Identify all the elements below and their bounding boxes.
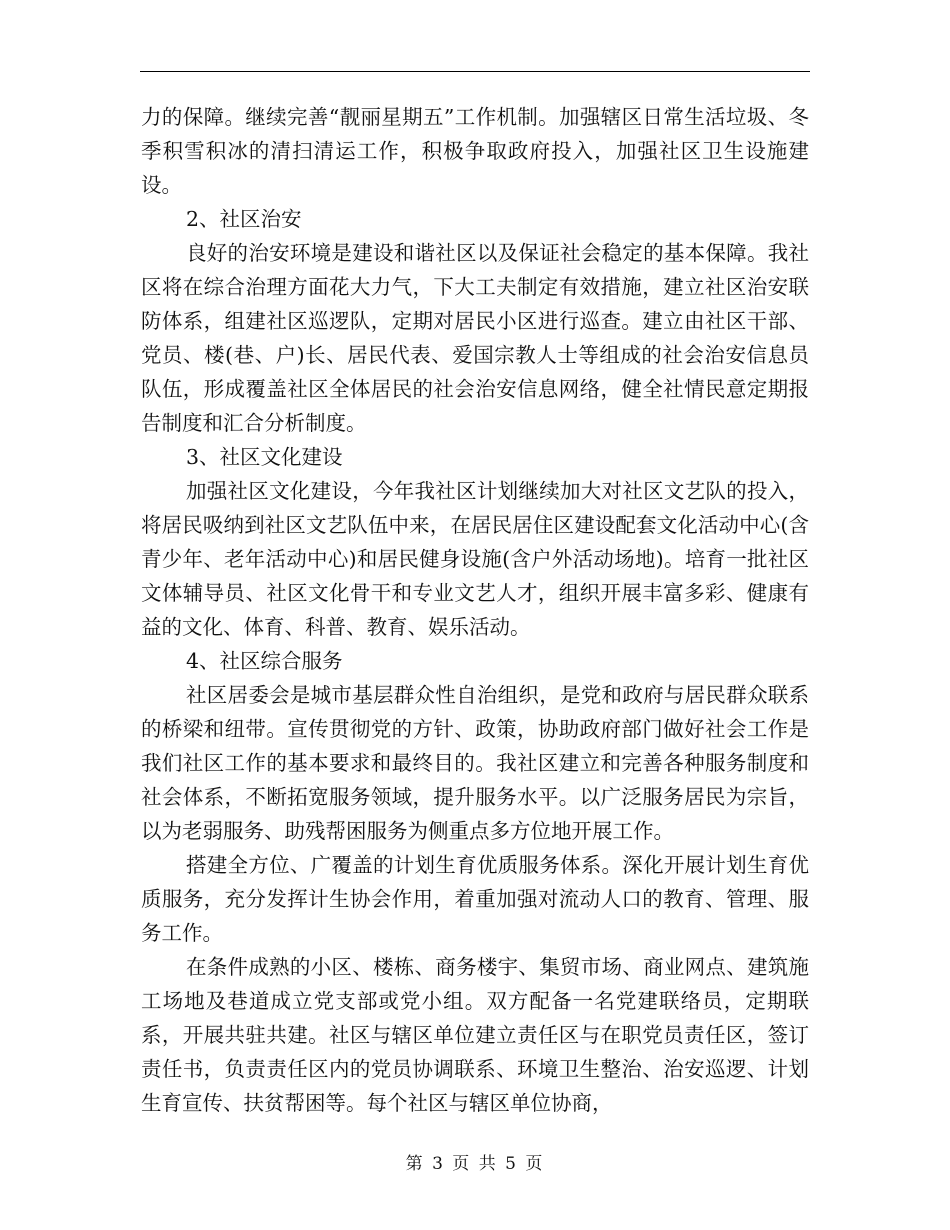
section-heading-culture: 3、社区文化建设 [186,445,343,469]
section-heading-public-security: 2、社区治安 [186,207,302,231]
section-heading-services: 4、社区综合服务 [186,649,343,673]
paragraph-continuation: 力的保障。继续完善“靓丽星期五”工作机制。加强辖区日常生活垃圾、冬季积雪积冰的清扫清运工作，积极争取政府投入，加强社区卫生设施建设。 [141,105,809,197]
paragraph-services: 社区居委会是城市基层群众性自治组织，是党和政府与居民群众联系的桥梁和纽带。宣传贯彻党的方针、政策，协助政府部门做好社会工作是我们社区工作的基本要求和最终目的。我社区建立和完善各种服务制度和社会体系，不断拓宽服务领域，提升服务水平。以广泛服务居民为宗旨，以为老弱服务、助残帮困服务为侧重点多方位地开展工作。 [141,683,809,843]
document-body [141,100,809,1120]
paragraph-public-security: 良好的治安环境是建设和谐社区以及保证社会稳定的基本保障。我社区将在综合治理方面花大力气，下大工夫制定有效措施，建立社区治安联防体系，组建社区巡逻队，定期对居民小区进行巡查。建立由社区干部、党员、楼(巷、户)长、居民代表、爱国宗教人士等组成的社会治安信息员队伍，形成覆盖社区全体居民的社会治安信息网络，健全社情民意定期报告制度和汇合分析制度。 [141,241,809,435]
paragraph-family-planning: 搭建全方位、广覆盖的计划生育优质服务体系。深化开展计划生育优质服务，充分发挥计生协会作用，着重加强对流动人口的教育、管理、服务工作。 [141,853,809,945]
header-rule [140,71,810,72]
paragraph-culture: 加强社区文化建设，今年我社区计划继续加大对社区文艺队的投入，将居民吸纳到社区文艺队伍中来，在居民居住区建设配套文化活动中心(含青少年、老年活动中心)和居民健身设施(含户外活动场地)。培育一批社区文体辅导员、社区文化骨干和专业文艺人才，组织开展丰富多彩、健康有益的文化、体育、科普、教育、娱乐活动。 [141,479,809,639]
page-number: 第 3 页 共 5 页 [405,1154,545,1174]
paragraph-party-building: 在条件成熟的小区、楼栋、商务楼宇、集贸市场、商业网点、建筑施工场地及巷道成立党支部或党小组。双方配备一名党建联络员，定期联系，开展共驻共建。社区与辖区单位建立责任区与在职党员责任区，签订责任书，负责责任区内的党员协调联系、环境卫生整治、治安巡逻、计划生育宣传、扶贫帮困等。每个社区与辖区单位协商， [141,955,809,1115]
